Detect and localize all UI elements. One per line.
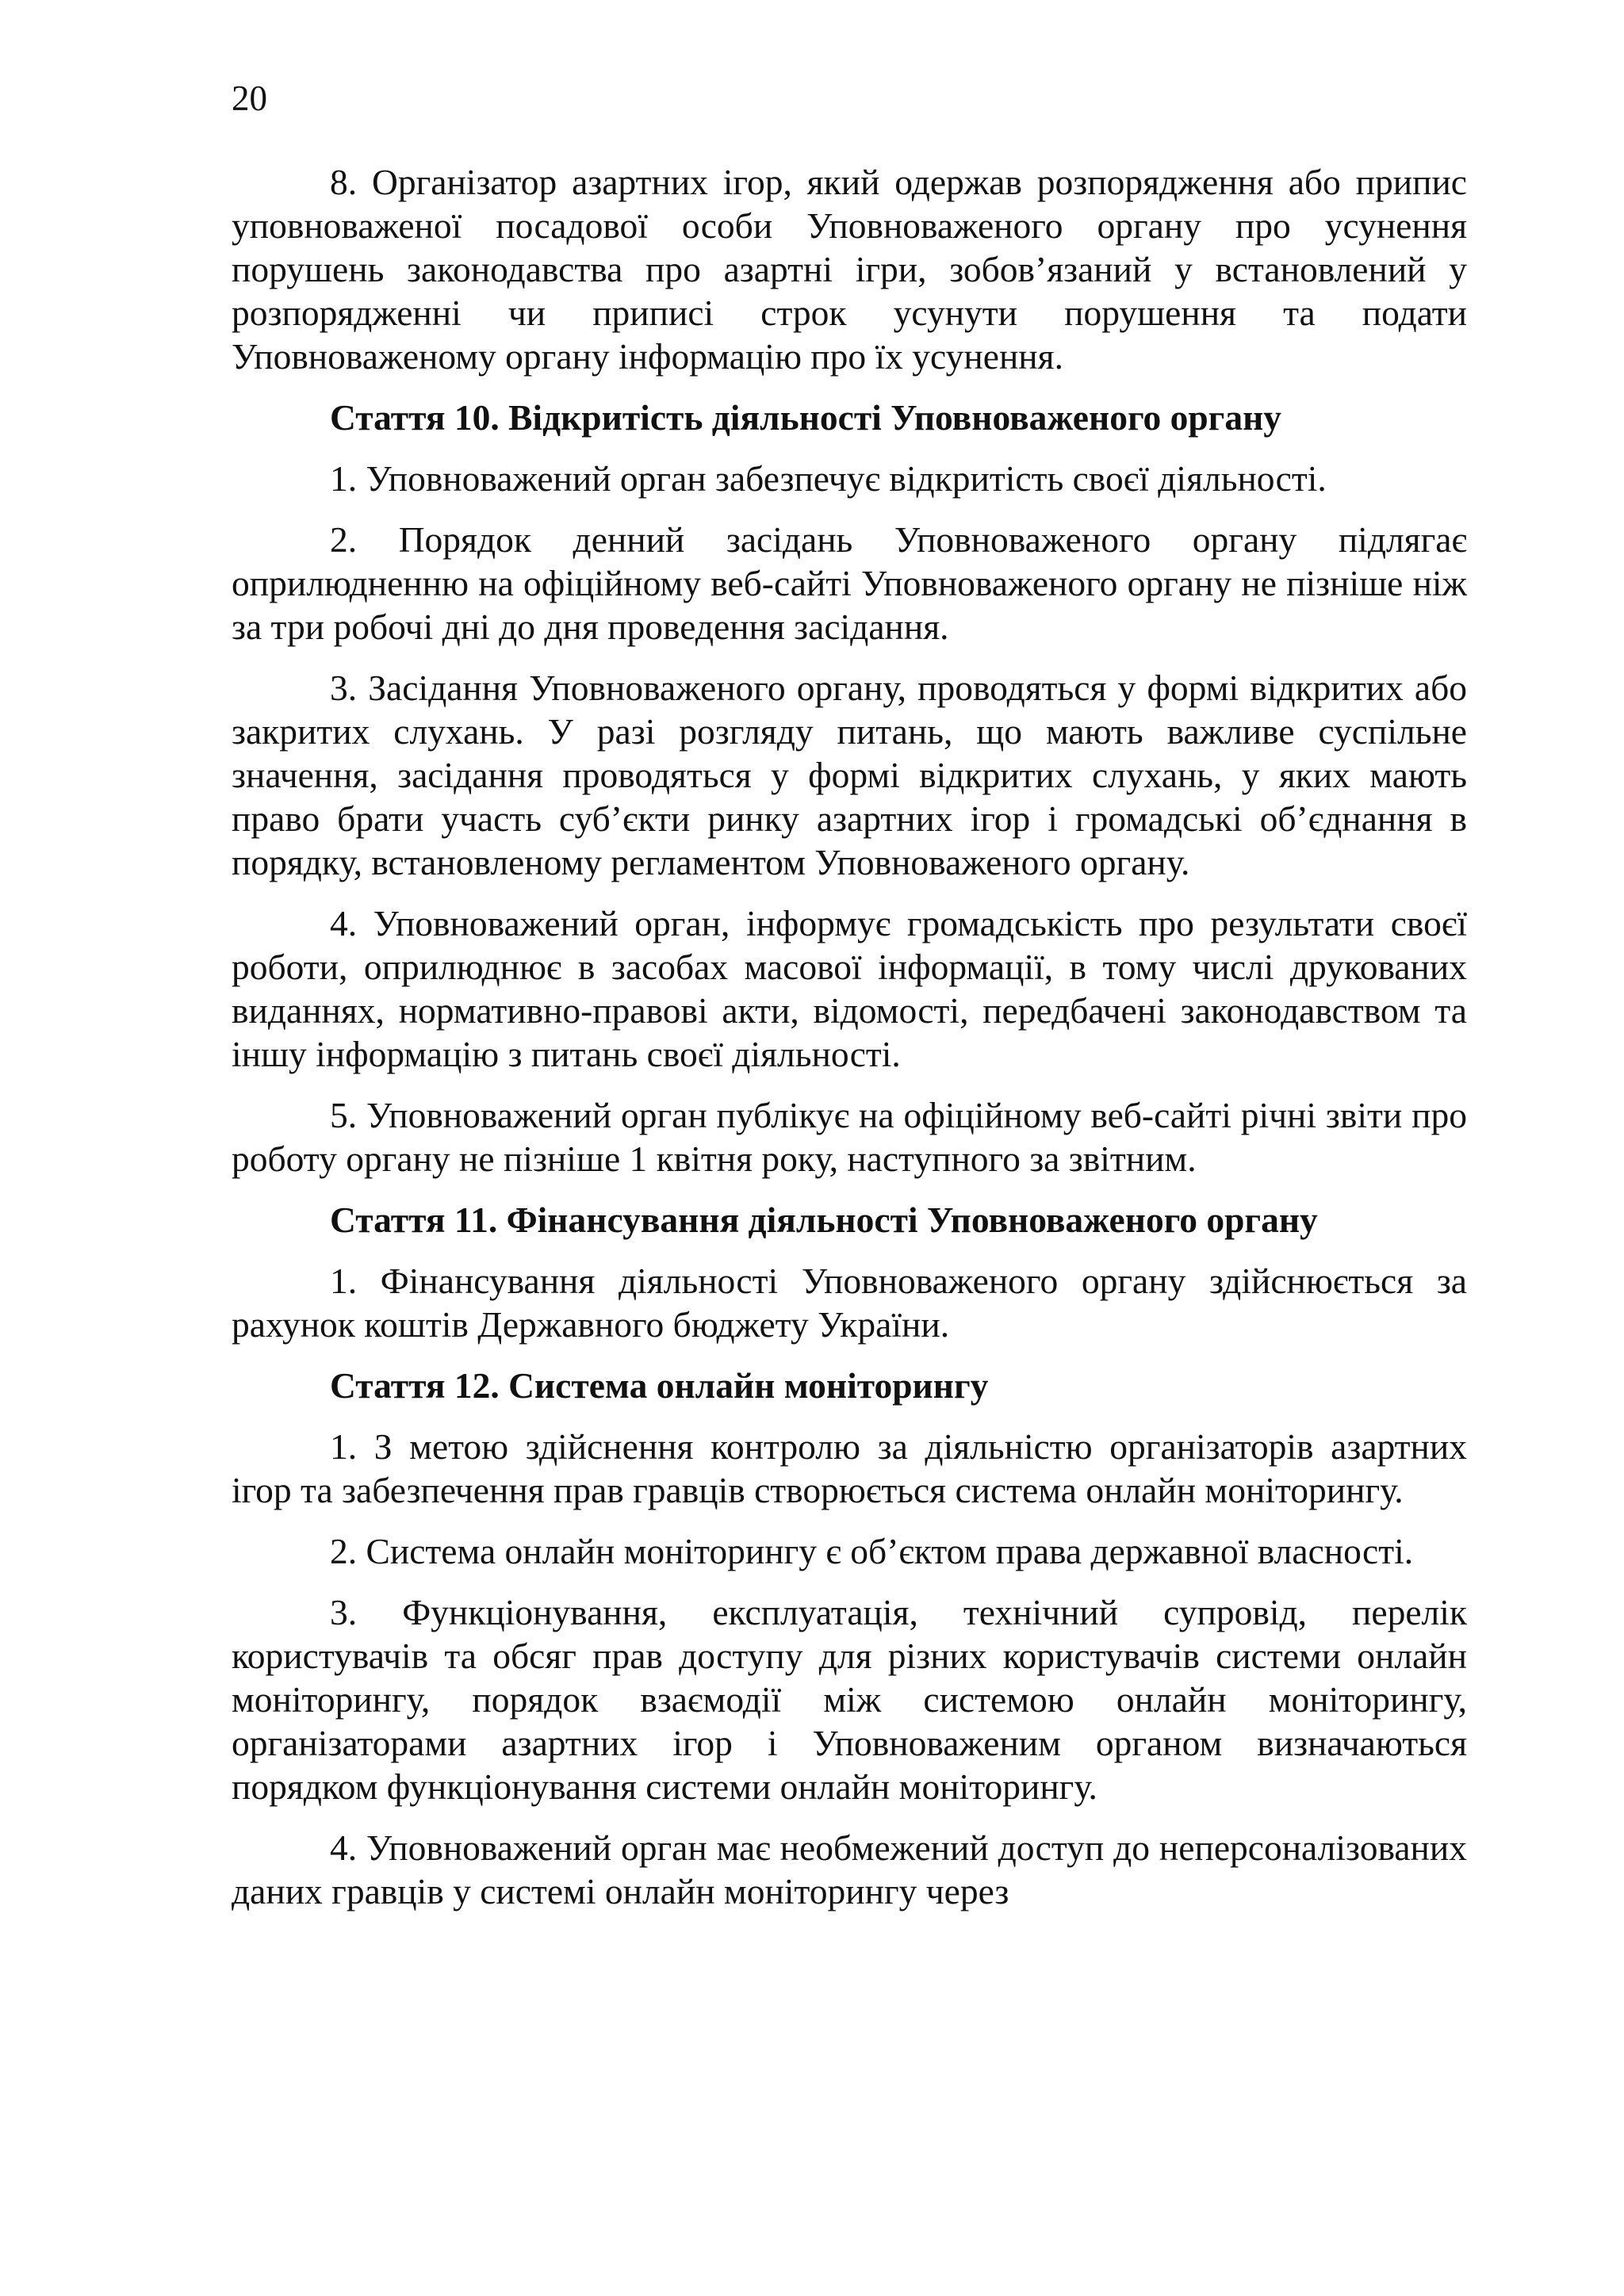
article-11-heading: Стаття 11. Фінансування діяльності Уповноваженого органу — [330, 1200, 1318, 1240]
document-body — [232, 160, 1467, 1913]
paragraph-art10-item4: 4. Уповноважений орган, інформує громадськість про результати своєї роботи, оприлюднює в засобах масової інформації, в тому числі друкованих виданнях, нормативно-правові акти, відомості, передбачені законодавством та іншу інформацію з питань своєї діяльності. — [232, 903, 1467, 1074]
paragraph-art10-item3: 3. Засідання Уповноваженого органу, проводяться у формі відкритих або закритих слухань. У разі розгляду питань, що мають важливе суспільне значення, засідання проводяться у формі відкритих слухань, у яких мають право брати участь суб’єкти ринку азартних ігор і громадські об’єднання в порядку, встановленому регламентом Уповноваженого органу. — [232, 668, 1467, 882]
article-12-heading: Стаття 12. Система онлайн моніторингу — [330, 1365, 989, 1406]
paragraph-art10-item2: 2. Порядок денний засідань Уповноваженого органу підлягає оприлюдненню на офіційному веб-сайті Уповноваженого органу не пізніше ніж за три робочі дні до дня проведення засідання. — [232, 519, 1467, 647]
paragraph-art10-item5: 5. Уповноважений орган публікує на офіційному веб-сайті річні звіти про роботу органу не пізніше 1 квітня року, наступного за звітним. — [232, 1095, 1467, 1179]
article-10-heading: Стаття 10. Відкритість діяльності Уповноваженого органу — [330, 397, 1282, 438]
paragraph-art9-item8: 8. Організатор азартних ігор, який одержав розпорядження або припис уповноваженої посадової особи Уповноваженого органу про усунення порушень законодавства про азартні ігри, зобов’язаний у встановлений у розпорядженні чи приписі строк усунути порушення та подати Уповноваженому органу інформацію про їх усунення. — [232, 162, 1467, 377]
paragraph-art12-item3: 3. Функціонування, експлуатація, технічний супровід, перелік користувачів та обсяг прав доступу для різних користувачів системи онлайн моніторингу, порядок взаємодії між системою онлайн моніторингу, організаторами азартних ігор і Уповноваженим органом визначаються порядком функціонування системи онлайн моніторингу. — [232, 1592, 1467, 1807]
paragraph-art12-item4: 4. Уповноважений орган має необмежений доступ до неперсоналізованих даних гравців у системі онлайн моніторингу через — [232, 1827, 1467, 1911]
paragraph-art11-item1: 1. Фінансування діяльності Уповноваженого органу здійснюється за рахунок коштів Державного бюджету України. — [232, 1261, 1467, 1345]
page-number: 20 — [232, 78, 267, 118]
paragraph-art10-item1: 1. Уповноважений орган забезпечує відкритість своєї діяльності. — [330, 458, 1327, 499]
paragraph-art12-item2: 2. Система онлайн моніторингу є об’єктом права державної власності. — [330, 1531, 1414, 1571]
paragraph-art12-item1: 1. З метою здійснення контролю за діяльністю організаторів азартних ігор та забезпечення прав гравців створюється система онлайн моніторингу. — [232, 1426, 1467, 1510]
